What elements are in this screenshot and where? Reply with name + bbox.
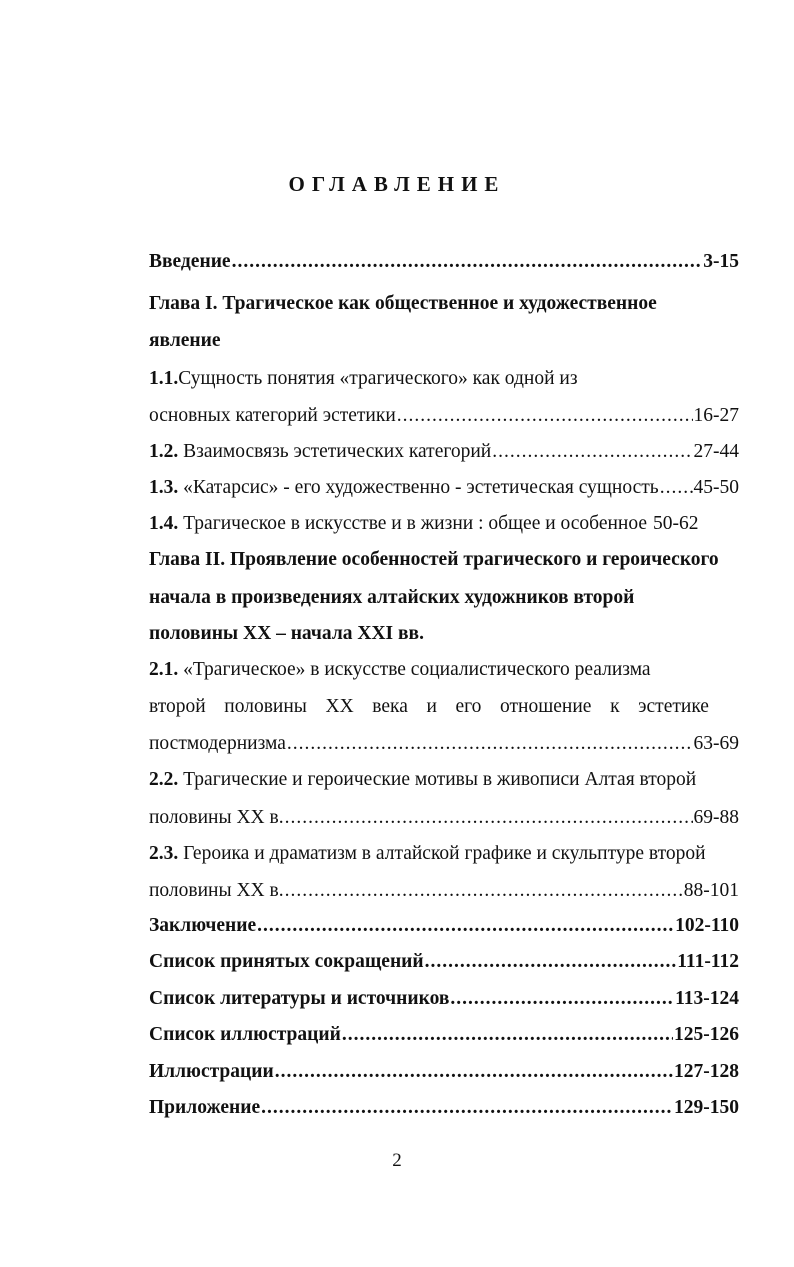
toc-entry-1-2 [149, 438, 739, 466]
toc-pages: 3-15 [703, 251, 739, 272]
toc-pages: 16-27 [693, 405, 739, 426]
toc-label: Взаимосвязь эстетических категорий [183, 441, 492, 462]
toc-pages: 129-150 [674, 1097, 739, 1118]
toc-word: XX [325, 696, 354, 717]
toc-leader [285, 804, 693, 832]
toc-pages: 88-101 [683, 880, 739, 901]
toc-entry-2-2-line1 [149, 766, 739, 794]
toc-pages: 69-88 [693, 807, 739, 828]
toc-entry-literature [149, 985, 739, 1013]
toc-word: века [372, 696, 408, 717]
toc-label: Трагические и героические мотивы в живописи Алтая второй [183, 769, 697, 790]
toc-entry-1-1-line1 [149, 365, 739, 393]
toc-leader [261, 1094, 673, 1122]
toc-label: постмодернизма [149, 733, 286, 754]
toc-leader [492, 438, 692, 466]
toc-word: половины [224, 696, 307, 717]
toc-number: 2.3. [149, 843, 179, 864]
toc-number: 1.1. [149, 368, 179, 389]
toc-label: Героика и драматизм в алтайской графике и скульптуре второй [183, 843, 706, 864]
toc-chapter-1-line1: Глава I. Трагическое как общественное и художественное [149, 293, 657, 314]
toc-number: 2.2. [149, 769, 179, 790]
toc-chapter-2-line2: начала в произведениях алтайских художников второй [149, 587, 635, 608]
toc-entry-illustrations-list [149, 1021, 739, 1049]
toc-entry-2-1-line1 [149, 656, 739, 684]
toc-leader [425, 948, 677, 976]
toc-pages: 113-124 [675, 988, 739, 1009]
toc-label: Введение [149, 251, 231, 272]
toc-entry-1-4 [149, 510, 739, 538]
toc-leader [275, 1058, 673, 1086]
toc-number: 2.1. [149, 659, 179, 680]
toc-word: второй [149, 696, 206, 717]
toc-entry-2-2-line2 [149, 804, 739, 832]
toc-number: 1.2. [149, 441, 179, 462]
toc-entry-conclusion [149, 912, 739, 940]
toc-word: эстетике [638, 696, 709, 717]
toc-pages: 63-69 [693, 733, 739, 754]
toc-leader [287, 730, 693, 758]
toc-leader [232, 248, 703, 276]
toc-label: Сущность понятия «трагического» как одной из [178, 368, 578, 389]
toc-label: Трагическое в искусстве и в жизни : общее и особенное [183, 513, 648, 534]
toc-label: Список литературы и источников [149, 988, 450, 1009]
toc-pages: 125-126 [674, 1024, 739, 1045]
toc-leader [342, 1021, 673, 1049]
toc-pages: 102-110 [675, 915, 739, 936]
toc-entry-appendix [149, 1094, 739, 1122]
toc-word: его [455, 696, 482, 717]
toc-label: «Трагическое» в искусстве социалистического реализма [183, 659, 651, 680]
toc-entry-2-1-line2 [149, 693, 709, 721]
page-title: ОГЛАВЛЕНИЕ [288, 172, 506, 196]
toc-pages: 50-62 [653, 513, 699, 534]
toc-entry-illustrations [149, 1058, 739, 1086]
toc-pages: 111-112 [677, 951, 739, 972]
toc-label: Приложение [149, 1097, 261, 1118]
toc-word: к [610, 696, 620, 717]
toc-number: 1.4. [149, 513, 179, 534]
toc-label: Заключение [149, 915, 257, 936]
toc-word: и [426, 696, 437, 717]
toc-label: Список иллюстраций [149, 1024, 341, 1045]
toc-leader [660, 474, 693, 502]
toc-label: Список принятых сокращений [149, 951, 424, 972]
toc-chapter-2-line3: половины XX – начала XXI вв. [149, 623, 424, 644]
toc-label: «Катарсис» - его художественно - эстетическая сущность [183, 477, 659, 498]
toc-word: отношение [500, 696, 592, 717]
toc-entry-2-1-line3 [149, 730, 739, 758]
toc-pages: 45-50 [693, 477, 739, 498]
toc-pages: 127-128 [674, 1061, 739, 1082]
toc-entry-1-1-line2 [149, 402, 739, 430]
toc-leader [450, 985, 674, 1013]
toc-label: половины XX в. [149, 807, 284, 828]
toc-entry-2-3-line2 [149, 877, 739, 905]
toc-pages: 27-44 [693, 441, 739, 462]
toc-chapter-1-line2: явление [149, 330, 221, 351]
page-number: 2 [392, 1150, 402, 1171]
toc-entry-intro [149, 248, 739, 276]
toc-number: 1.3. [149, 477, 179, 498]
toc-entry-2-3-line1 [149, 840, 739, 868]
toc-entry-1-3 [149, 474, 739, 502]
toc-leader [285, 877, 683, 905]
toc-entry-abbreviations [149, 948, 739, 976]
toc-chapter-2-line1: Глава II. Проявление особенностей трагического и героического [149, 549, 719, 570]
toc-label: основных категорий эстетики [149, 405, 396, 426]
toc-leader [257, 912, 674, 940]
toc-leader [397, 402, 693, 430]
toc-label: Иллюстрации [149, 1061, 274, 1082]
toc-label: половины XX в. [149, 880, 284, 901]
